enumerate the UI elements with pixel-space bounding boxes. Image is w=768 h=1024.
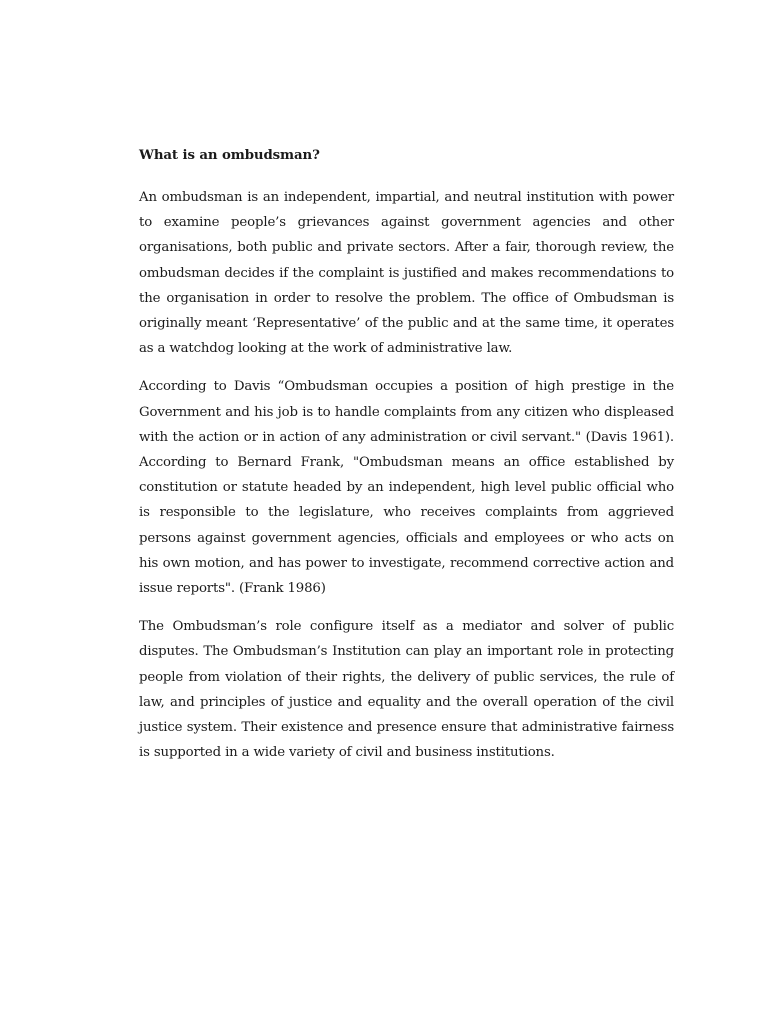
paragraph-definition: An ombudsman is an independent, impartial, and neutral institution with power to examine people’s grievances against government agencies and other organisations, both public and private sectors. After a fair, thorough review, the ombudsman decides if the complaint is justified and makes recommendations to the organisation in order to resolve the problem. The office of Ombudsman is originally meant ‘Representative’ of the public and at the same time, it operates as a watchdog looking at the work of administrative law. xyxy=(139,190,674,357)
paragraph-role: The Ombudsman’s role configure itself as a mediator and solver of public disputes. The Ombudsman’s Institution can play an important role in protecting people from violation of their rights, the delivery of public services, the rule of law, and principles of justice and equality and the overall operation of the civil justice system. Their existence and presence ensure that administrative fairness is supported in a wide variety of civil and business institutions. xyxy=(139,619,674,761)
document-heading: What is an ombudsman? xyxy=(139,148,320,163)
document-body xyxy=(139,143,674,778)
paragraph-quotations: According to Davis “Ombudsman occupies a position of high prestige in the Government and his job is to handle complaints from any citizen who displeased with the action or in action of any administration or civil servant." (Davis 1961). According to Bernard Frank, "Ombudsman means an office established by constitution or statute headed by an independent, high level public official who is responsible to the legislature, who receives complaints from aggrieved persons against government agencies, officials and employees or who acts on his own motion, and has power to investigate, recommend corrective action and issue reports". (Frank 1986) xyxy=(139,379,674,597)
